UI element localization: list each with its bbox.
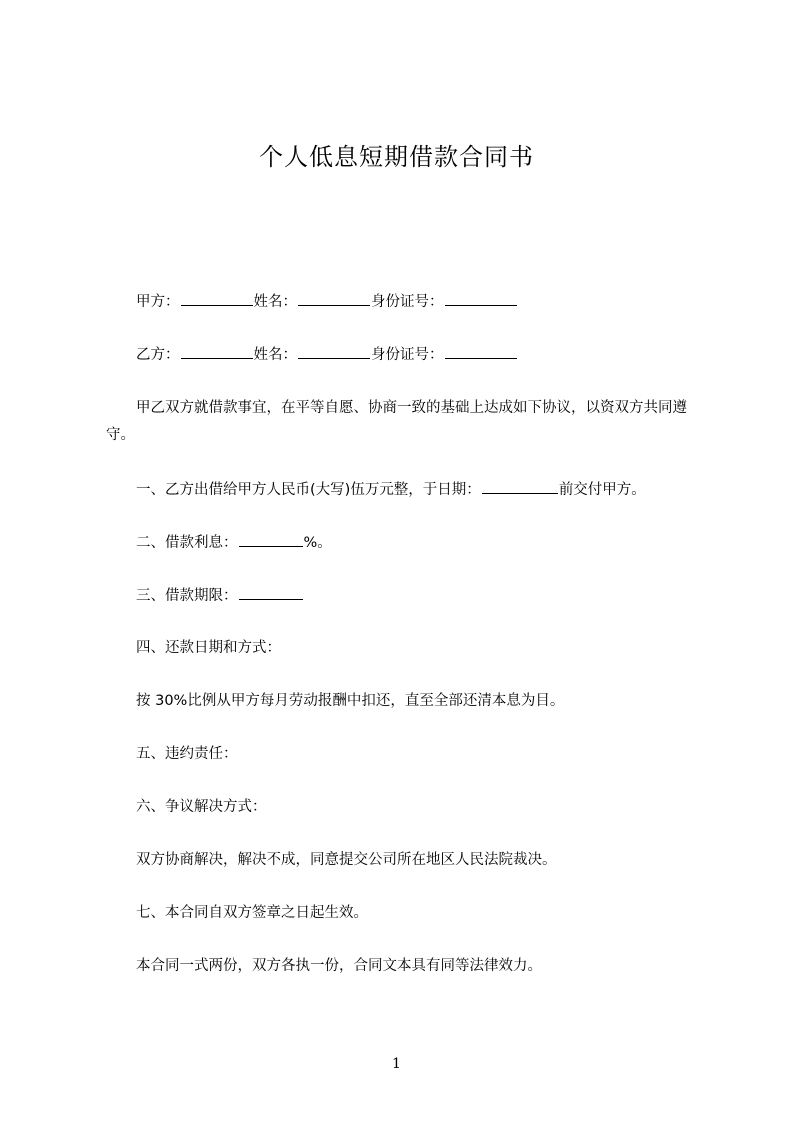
- party-a-line: [136, 291, 713, 312]
- clause-2-text: 二、借款利息：: [136, 535, 238, 551]
- party-a-name-blank[interactable]: [298, 291, 370, 306]
- clause-3-term-blank[interactable]: [239, 585, 303, 600]
- party-a-id-label: 身份证号：: [371, 294, 444, 310]
- clause-2: [136, 532, 713, 553]
- clause-7: 七、本合同自双方签章之日起生效。: [136, 905, 368, 921]
- clause-1-text: 一、乙方出借给甲方人民币(大写)伍万元整，于日期：: [136, 482, 481, 498]
- page-number: 1: [392, 1056, 401, 1072]
- party-b-label: 乙方：: [136, 347, 180, 363]
- clause-1-tail: 前交付甲方。: [558, 482, 646, 498]
- clause-4: 四、还款日期和方式：: [136, 640, 281, 656]
- clause-2-rate-blank[interactable]: [239, 532, 303, 547]
- party-a-label: 甲方：: [136, 294, 180, 310]
- party-b-name-blank[interactable]: [298, 344, 370, 359]
- party-a-id-blank[interactable]: [445, 291, 517, 306]
- clause-4-detail: 按 30%比例从甲方每月劳动报酬中扣还，直至全部还清本息为目。: [136, 693, 565, 709]
- party-b-id-label: 身份证号：: [371, 347, 444, 363]
- clause-1-date-blank[interactable]: [482, 479, 558, 494]
- clause-3-text: 三、借款期限：: [136, 588, 238, 604]
- party-a-name-label: 姓名：: [253, 294, 297, 310]
- clause-6: 六、争议解决方式：: [136, 799, 267, 815]
- document-title: 个人低息短期借款合同书: [259, 143, 534, 171]
- preamble-paragraph: 甲乙双方就借款事宜，在平等自愿、协商一致的基础上达成如下协议，以资双方共同遵守。: [106, 400, 687, 443]
- clause-5: 五、违约责任：: [136, 746, 238, 762]
- closing-paragraph: 本合同一式两份，双方各执一份，合同文本具有同等法律效力。: [136, 958, 542, 974]
- party-b-name-label: 姓名：: [253, 347, 297, 363]
- party-b-line: [136, 344, 713, 365]
- clause-3: [136, 585, 713, 606]
- party-b-id-blank[interactable]: [445, 344, 517, 359]
- clause-6-detail: 双方协商解决，解决不成，同意提交公司所在地区人民法院裁决。: [136, 852, 557, 868]
- clause-2-tail: %。: [303, 535, 332, 551]
- clause-1: [136, 479, 713, 500]
- party-a-blank[interactable]: [181, 291, 253, 306]
- party-b-blank[interactable]: [181, 344, 253, 359]
